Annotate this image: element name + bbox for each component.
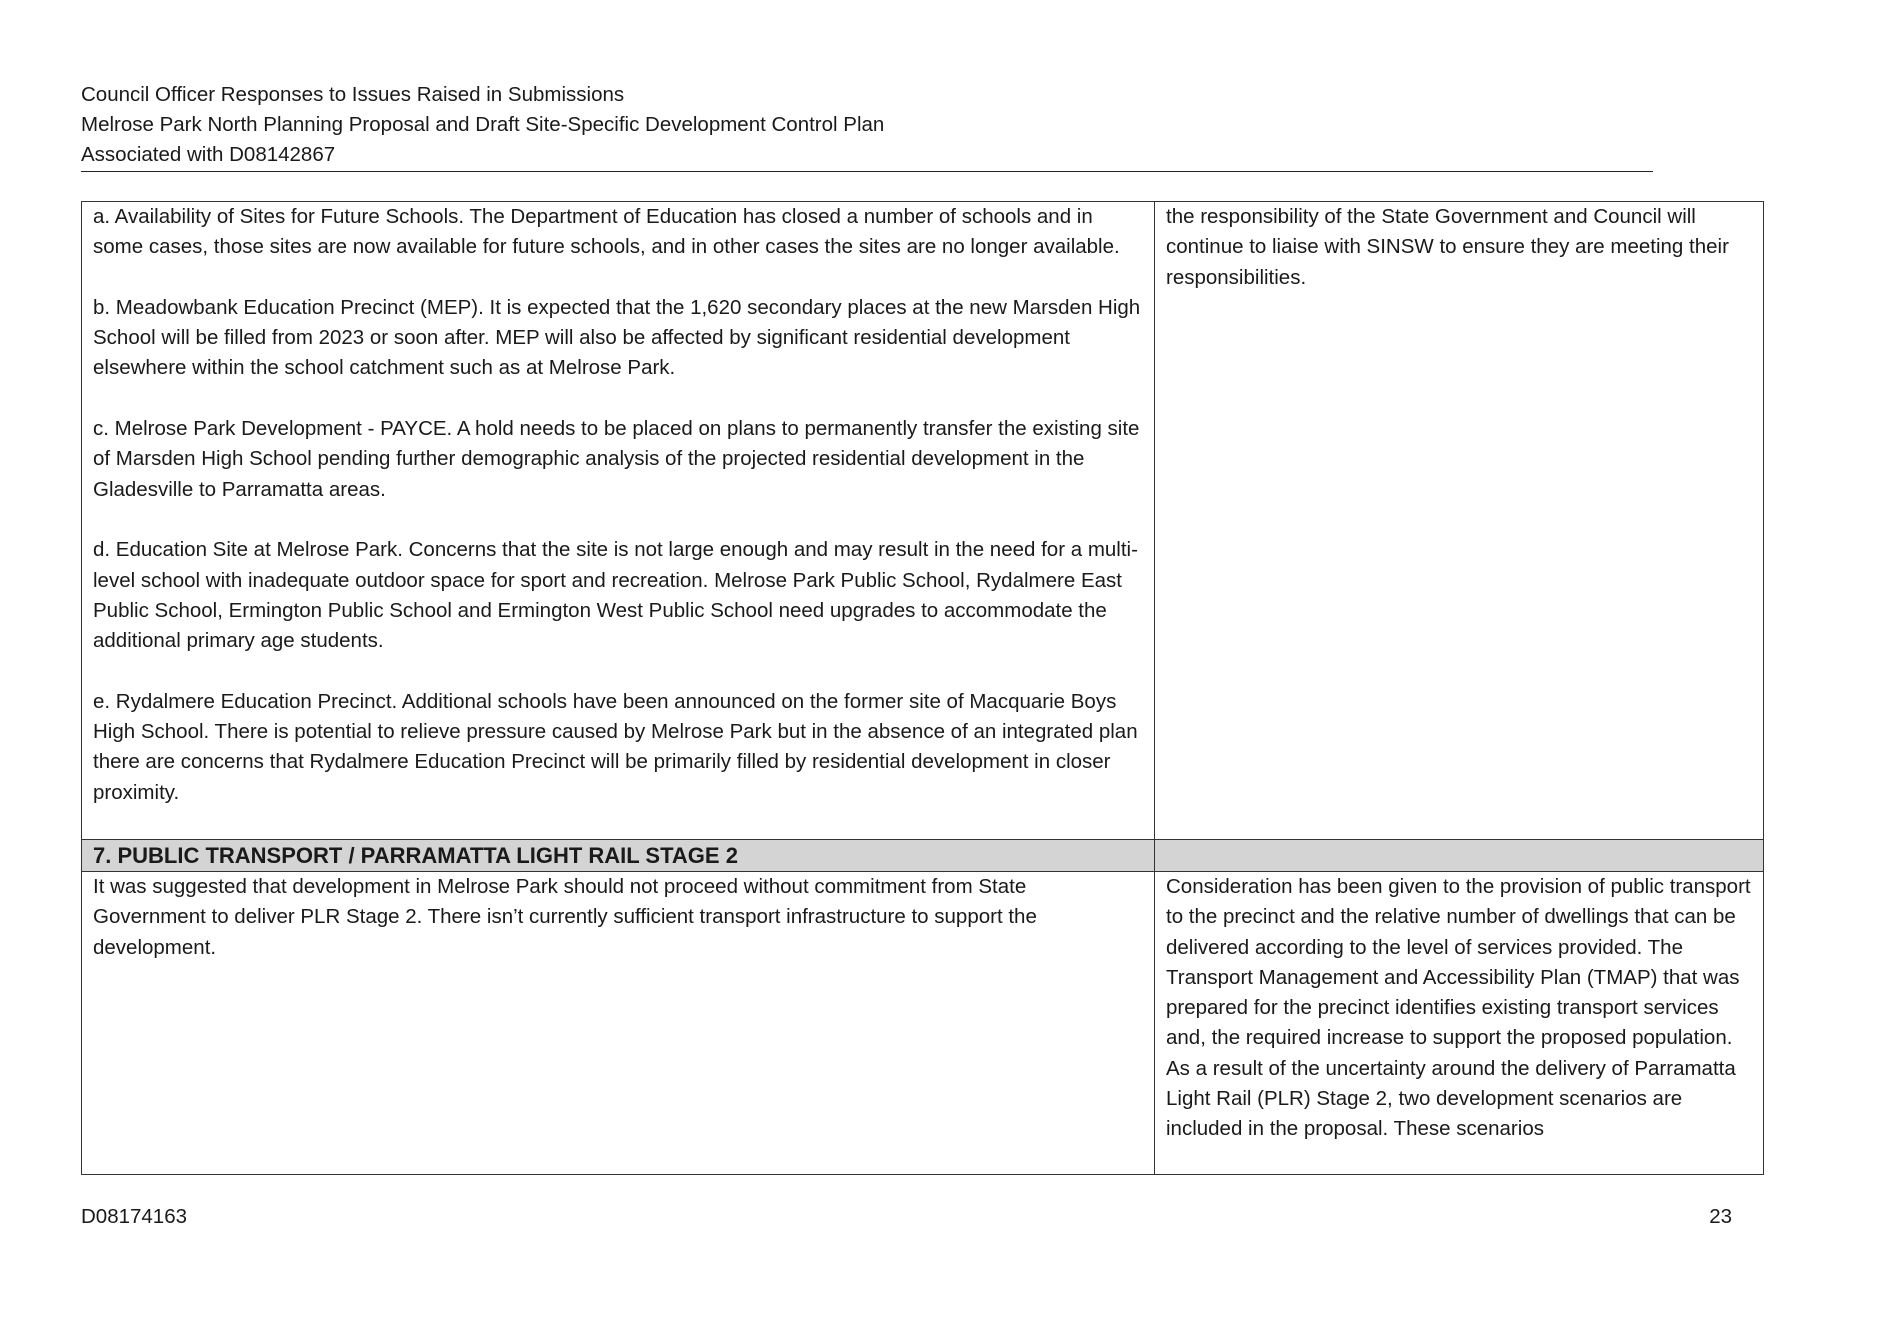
section-heading-row — [82, 840, 1764, 872]
header-title: Council Officer Responses to Issues Raised in Submissions — [81, 83, 625, 106]
section-heading-empty — [1155, 840, 1764, 872]
issue-cell — [82, 872, 1155, 1175]
transport-issue-text: It was suggested that development in Melrose Park should not proceed without commitment from State Government to deliver PLR Stage 2. There isn’t currently sufficient transport infrastructure to support the development. — [93, 875, 1037, 959]
issue-item-c: c. Melrose Park Development - PAYCE. A hold needs to be placed on plans to permanently transfer the existing site of Marsden High School pending further demographic analysis of the projected residential development in the Gladesville to Parramatta areas. — [93, 417, 1140, 501]
response-cell — [1155, 872, 1764, 1175]
footer-doc-id: D08174163 — [81, 1205, 188, 1228]
issue-cell — [82, 202, 1155, 840]
transport-response-text: Consideration has been given to the provision of public transport to the precinct and the relative number of dwellings that can be delivered according to the level of services provided. The Transport Management and Accessibility Plan (TMAP) that was prepared for the precinct identifies existing transport services and, the required increase to support the proposed population. As a result of the uncertainty around the delivery of Parramatta Light Rail (PLR) Stage 2, two development scenarios are included in the proposal. These scenarios — [1166, 875, 1751, 1141]
response-text: the responsibility of the State Government and Council will continue to liaise with SINSW to ensure they are meeting their responsibilities. — [1166, 205, 1729, 289]
issue-item-d: d. Education Site at Melrose Park. Concerns that the site is not large enough and may result in the need for a multi-level school with inadequate outdoor space for sport and recreation. Melrose Park Public School, Rydalmere East Public School, Ermington Public School and Ermington West Public School need upgrades to accommodate the additional primary age students. — [93, 538, 1138, 653]
issue-item-a: a. Availability of Sites for Future Schools. The Department of Education has closed a number of schools and in some cases, those sites are now available for future schools, and in other cases the sites are no longer available. — [93, 205, 1120, 259]
page-number: 23 — [1709, 1205, 1732, 1228]
section-heading: 7. PUBLIC TRANSPORT / PARRAMATTA LIGHT RAIL STAGE 2 — [82, 840, 1155, 872]
issue-item-b: b. Meadowbank Education Precinct (MEP). It is expected that the 1,620 secondary places at the new Marsden High School will be filled from 2023 or soon after. MEP will also be affected by significant residential development elsewhere within the school catchment such as at Melrose Park. — [93, 295, 1141, 380]
table-row — [82, 872, 1764, 1175]
table-row — [82, 202, 1764, 840]
header-reference: Associated with D08142867 — [81, 143, 336, 166]
page-header — [81, 80, 1653, 172]
header-subtitle: Melrose Park North Planning Proposal and Draft Site-Specific Development Control Plan — [81, 113, 885, 136]
response-cell — [1155, 202, 1764, 840]
issue-item-e: e. Rydalmere Education Precinct. Additional schools have been announced on the former site of Macquarie Boys High School. There is potential to relieve pressure caused by Melrose Park but in the absence of an integrated plan there are concerns that Rydalmere Education Precinct will be primarily filled by residential development in closer proximity. — [93, 689, 1138, 804]
submissions-table — [81, 201, 1764, 1175]
